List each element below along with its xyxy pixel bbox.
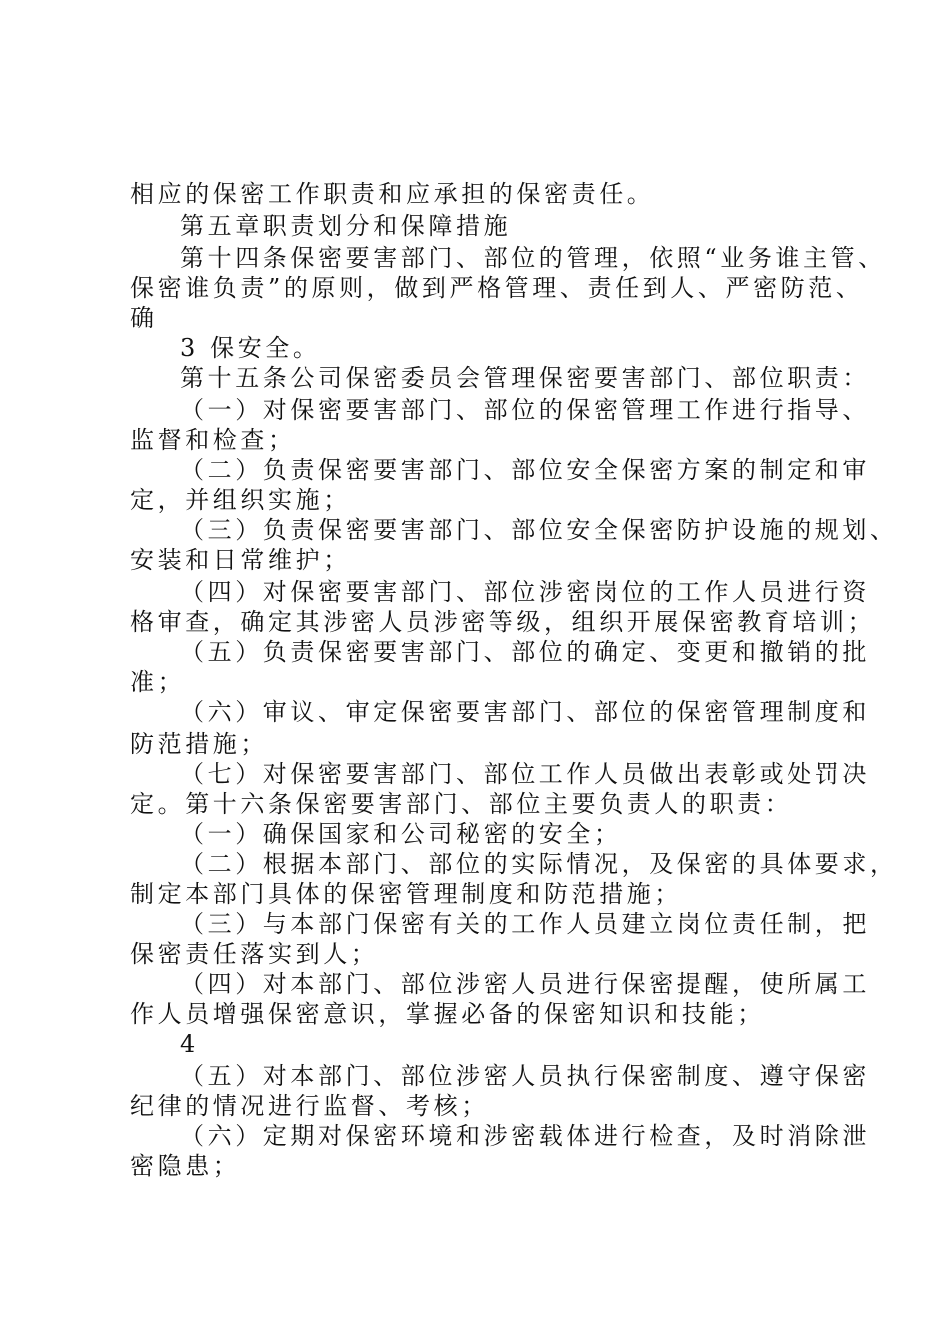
text-line: 制定本部门具体的保密管理制度和防范措施； bbox=[130, 880, 682, 908]
text-line: 确 bbox=[130, 304, 158, 332]
list-item-line: （五）负责保密要害部门、部位的确定、变更和撤销的批 bbox=[180, 638, 870, 666]
text-line: 密隐患； bbox=[130, 1152, 241, 1180]
list-item-line: （四）对保密要害部门、部位涉密岗位的工作人员进行资 bbox=[180, 578, 870, 606]
text-line: 准； bbox=[130, 668, 186, 696]
list-item-line: （二）负责保密要害部门、部位安全保密方案的制定和审 bbox=[180, 456, 870, 484]
list-item-line: （三）负责保密要害部门、部位安全保密防护设施的规划、 bbox=[180, 516, 898, 544]
chapter-heading: 第五章职责划分和保障措施 bbox=[180, 212, 512, 240]
list-item-line: （三）与本部门保密有关的工作人员建立岗位责任制，把 bbox=[180, 910, 870, 938]
list-item-line: （四）对本部门、部位涉密人员进行保密提醒，使所属工 bbox=[180, 970, 870, 998]
text-line: 保密责任落实到人； bbox=[130, 940, 379, 968]
list-item-line: （七）对保密要害部门、部位工作人员做出表彰或处罚决 bbox=[180, 760, 870, 788]
text-line: 格审查，确定其涉密人员涉密等级，组织开展保密教育培训； bbox=[130, 608, 876, 636]
text-line: 定。第十六条保密要害部门、部位主要负责人的职责： bbox=[130, 790, 793, 818]
list-item-line: （五）对本部门、部位涉密人员执行保密制度、遵守保密 bbox=[180, 1062, 870, 1090]
text-line: 第十四条保密要害部门、部位的管理，依照“业务谁主管、 bbox=[180, 244, 886, 272]
text-line: 3 保安全。 bbox=[180, 334, 321, 362]
list-item-line: （六）审议、审定保密要害部门、部位的保密管理制度和 bbox=[180, 698, 870, 726]
text-line: 防范措施； bbox=[130, 730, 268, 758]
text-line: 纪律的情况进行监督、考核； bbox=[130, 1092, 489, 1120]
text-line: 安装和日常维护； bbox=[130, 546, 351, 574]
page-number: 4 bbox=[180, 1030, 199, 1058]
text-line: 保密谁负责”的原则，做到严格管理、责任到人、严密防范、 bbox=[130, 274, 864, 302]
list-item-line: （六）定期对保密环境和涉密载体进行检查，及时消除泄 bbox=[180, 1122, 870, 1150]
text-line: 相应的保密工作职责和应承担的保密责任。 bbox=[130, 180, 655, 208]
list-item-line: （二）根据本部门、部位的实际情况，及保密的具体要求， bbox=[180, 850, 898, 878]
list-item-line: （一）确保国家和公司秘密的安全； bbox=[180, 820, 622, 848]
text-line: 监督和检查； bbox=[130, 426, 296, 454]
text-line: 作人员增强保密意识，掌握必备的保密知识和技能； bbox=[130, 1000, 765, 1028]
article-line: 第十五条公司保密委员会管理保密要害部门、部位职责： bbox=[180, 364, 870, 392]
text-line: 定，并组织实施； bbox=[130, 486, 351, 514]
list-item-line: （一）对保密要害部门、部位的保密管理工作进行指导、 bbox=[180, 396, 870, 424]
